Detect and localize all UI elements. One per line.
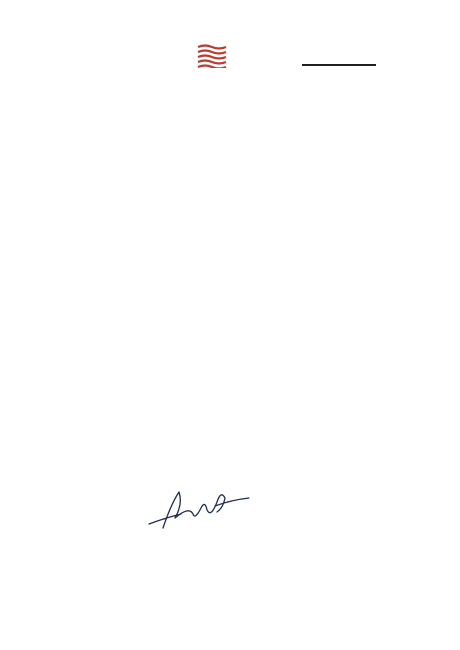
logo-human-capital (197, 44, 297, 74)
tekhnograd-underline (302, 64, 376, 66)
handwritten-signature (145, 484, 255, 534)
human-capital-logo-icon (197, 44, 227, 68)
logo-tekhnograd (302, 49, 442, 73)
